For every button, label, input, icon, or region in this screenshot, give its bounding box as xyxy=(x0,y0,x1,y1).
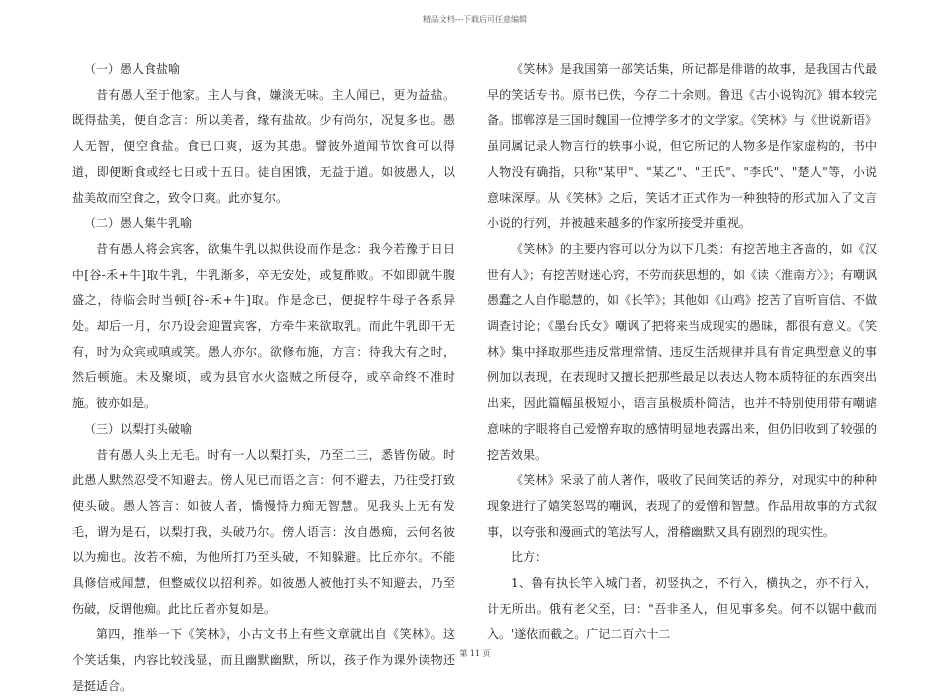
page-number: 第 11 页 xyxy=(459,649,491,658)
page-header: 精品文档---下载后可任意编辑 xyxy=(422,15,528,24)
paragraph: 《笑林》是我国第一部笑话集，所记都是俳谐的故事，是我国古代最早的笑话专书。原书已佚，今存二十余则。鲁迅《古小说钩沉》辑本较完备。邯郸淳是三国时魏国一位博学多才的文学家。《笑林》与《世说新语》虽同属记录人物言行的轶事小说，但它所记的人物多是作家虚构的，书中人物没有确指，只称"某甲"、"某乙"、"王氏"、"李氏"、"楚人"等，小说意味深厚。从《笑林》之后，笑话才正式作为一种独特的形式加入了文言小说的行列，并被越来越多的作家所接受并重视。 xyxy=(487,62,878,231)
paragraph: 比方： xyxy=(511,550,548,565)
left-column xyxy=(72,57,455,700)
right-column xyxy=(487,57,877,648)
section-heading-2: （二）愚人集牛乳喻 xyxy=(84,216,193,231)
paragraph: 1、鲁有执长竿入城门者，初竖执之，不行入，横执之，亦不行入，计无所出。俄有老父至，曰："吾非圣人，但见事多矣。何不以锯中截而入。'遂依而截之。广记二百六十二 xyxy=(487,576,877,642)
paragraph: 《笑林》采录了前人著作，吸收了民间笑话的养分，对现实中的种种现象进行了嬉笑怒骂的嘲讽，表现了的爱憎和智慧。作品用故事的方式叙事，以夸张和漫画式的笔法写人，滑稽幽默又具有剧烈的现实性。 xyxy=(487,473,877,539)
section-heading-3: （三）以梨打头破喻 xyxy=(84,421,193,436)
paragraph: 昔有愚人将会宾客，欲集牛乳以拟供设而作是念：我今若豫于日日中[谷-禾+牛]取牛乳，牛乳渐多，卒无安处，或复酢败。不如即就牛腹盛之，待临会时当顿[谷-禾+牛]取。作是念已，便捉牸牛母子各系异处。却后一月，尔乃设会迎置宾客，方牵牛来欲取乳。而此牛乳即干无有，时为众宾或嗔或笑。愚人亦尔。欲修布施，方言：待我大有之时，然后顿施。未及聚顷，或为县官水火盗贼之所侵夺，或卒命终不准时施。彼亦如是。 xyxy=(72,241,455,411)
paragraph: 《笑林》的主要内容可以分为以下几类：有挖苦地主吝啬的，如《汉世有人》；有挖苦财迷心窍，不劳而获思想的，如《读〈淮南方〉》；有嘲讽愚蠢之人自作聪慧的，如《长竿》；其他如《山鸡》挖苦了盲听盲信、不做调查讨论；《墨台氏女》嘲讽了把将来当成现实的愚昧，都很有意义。《笑林》集中择取那些违反常理常情、违反生活规律并具有肯定典型意义的事例加以表现，在表现时又擅长把那些最足以表达人物本质特征的东西突出出来，因此篇幅虽极短小，语言虽极质朴简洁，也并不特别使用带有嘲谑意味的字眼将自己爱憎弃取的感情明显地表露出来，但仍旧收到了较强的挖苦效果。 xyxy=(487,241,878,462)
section-heading-1: （一）愚人食盐喻 xyxy=(84,62,181,76)
paragraph: 昔有愚人头上无毛。时有一人以梨打头，乃至二三，悉皆伤破。时此愚人默然忍受不知避去。傍人见已而语之言：何不避去，乃往受打致使头破。愚人答言：如彼人者，憍慢恃力痴无智慧。见我头上无有发毛，谓为是石，以梨打我，头破乃尔。傍人语言：汝自愚痴，云何名彼以为痴也。汝若不痴，为他所打乃至头破，不知躲避。比丘亦尔。不能具修信戒闻慧，但整威仪以招利养。如彼愚人被他打头不知避去，乃至伤破，反谓他痴。此比丘者亦复如是。 xyxy=(72,447,455,616)
paragraph: 昔有愚人至于他家。主人与食，嫌淡无味。主人闻已，更为益盐。既得盐美，便自念言：所以美者，缘有盐故。少有尚尔，况复多也。愚人无智，便空食盐。食已口爽，返为其患。譬彼外道闻节饮食可以得道，即便断食或经七日或十五日。徒自困饿，无益于道。如彼愚人，以盐美故而空食之，致令口爽。此亦复尔。 xyxy=(72,87,455,205)
paragraph: 第四，推举一下《笑林》，小古文书上有些文章就出自《笑林》。这个笑话集，内容比较浅显，而且幽默幽默，所以，孩子作为课外读物还是挺适合。 xyxy=(72,627,455,693)
